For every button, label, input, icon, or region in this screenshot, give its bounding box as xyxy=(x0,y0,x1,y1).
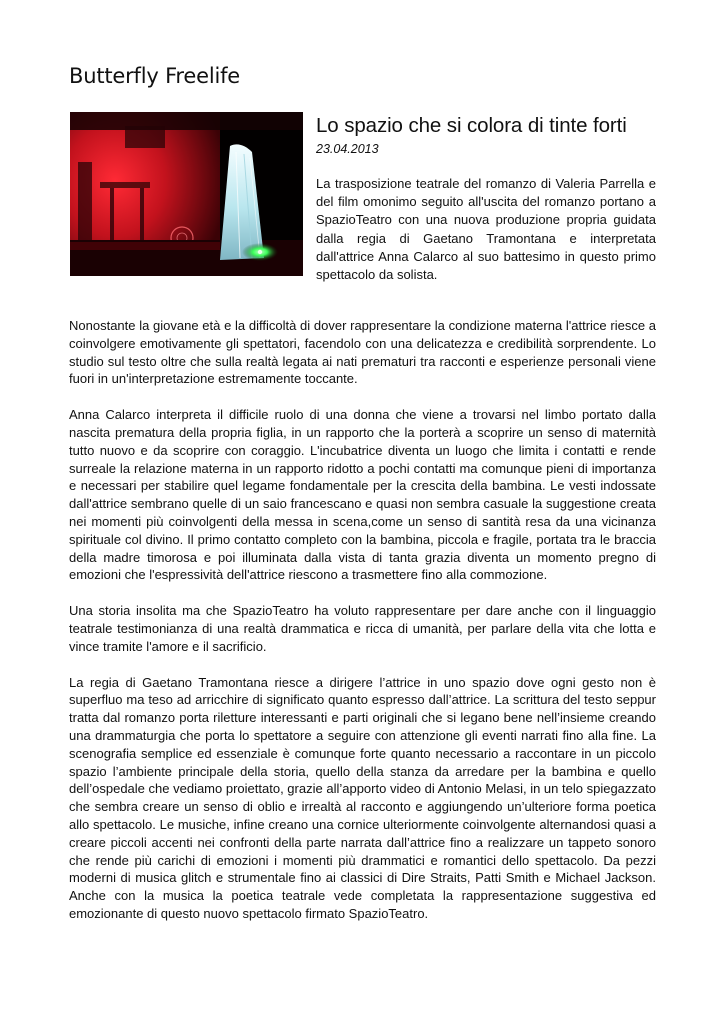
stage-photo xyxy=(70,112,303,276)
article-header xyxy=(316,114,661,284)
body-paragraph-2: Anna Calarco interpreta il difficile ruolo di una donna che viene a trovarsi nel limbo portato dalla nascita prematura della propria figlia, in un rapporto che la porterà a scoprire un senso di maternità tutto nuovo e da scoprire con coraggio. L'incubatrice diventa un luogo che limita i contatti e rende surreale la relazione materna in un rapporto ridotto a pochi contatti ma comunque pieni di importanza e necessari per stabilire quel legame fondamentale per la crescita della bambina. Le vesti indossate dall'attrice sembrano quelle di un saio francescano e quasi non sembra casuale la suggestione creata nei momenti più coinvolgenti della messa in scena,come un senso di santità resa da una vicinanza spirituale col divino. Il primo contatto completo con la bambina, piccola e fragile, portata tra le braccia della madre timorosa e poi illuminata dalla vista di tanta grazia diventa un momento pregno di emozioni che l'espressività dell'attrice riescono a trasmettere fino alla commozione. xyxy=(69,407,656,583)
article-lead: La trasposizione teatrale del romanzo di Valeria Parrella e del film omonimo seguito all'uscita del romanzo portano a SpazioTeatro con una nuova produzione propria guidata dalla regia di Gaetano Tramontana e interpretata dall'attrice Anna Calarco al suo battesimo in questo primo spettacolo da solista. xyxy=(316,176,656,283)
article-title: Lo spazio che si colora di tinte forti xyxy=(316,114,627,137)
article-date: 23.04.2013 xyxy=(316,142,379,156)
body-paragraph-4: La regia di Gaetano Tramontana riesce a dirigere l’attrice in uno spazio dove ogni gesto non è superfluo ma teso ad arricchire di significato quanto espresso dall’attrice. La scrittura del testo seppur tratta dal romanzo porta riletture interessanti e parti originali che si legano bene nell’insieme creando una drammaturgia che porta lo spettatore a seguire con attenzione gli eventi narrati fino alla fine. La scenografia semplice ed essenziale è comunque forte quanto necessario a raccontare in un piccolo spazio l’ambiente principale della storia, quello della stanza da arredare per la bambina e quello dell’ospedale che vediamo proiettato, grazie all’apporto video di Antonio Melasi, in un telo spiegazzato che sembra creare un senso di oblio e irrealtà al racconto e aggiungendo un’ulteriore forma poetica allo spettacolo. Le musiche, infine creano una cornice ulteriormente coinvolgente alternandosi quasi a creare piccoli accenti nei confronti della parte narrata dall’attrice fino a realizzare un tappeto sonoro che rende più carichi di emozioni i momenti più drammatici e romantici dello spettacolo. Da pezzi moderni di musica glitch e strumentale fino ai classici di Dire Straits, Patti Smith e Michael Jackson. Anche con la musica la poetica teatrale vede completata la rappresentazione suggestiva ed emozionante di questo nuovo spettacolo firmato SpazioTeatro. xyxy=(69,674,656,921)
article-body xyxy=(69,317,656,941)
blog-title: Butterfly Freelife xyxy=(69,64,241,88)
body-paragraph-3: Una storia insolita ma che SpazioTeatro ha voluto rappresentare per dare anche con il linguaggio teatrale testimonianza di una realtà drammatica e ricca di umanità, per parlare della vita che lotta e vince tramite l'amore e il sacrificio. xyxy=(69,603,656,654)
body-paragraph-1: Nonostante la giovane età e la difficoltà di dover rappresentare la condizione materna l'attrice riesce a coinvolgere emotivamente gli spettatori, facendolo con una delicatezza e credibilità sorprendente. Lo studio sul testo oltre che sulla realtà legata ai nati prematuri tra racconti e esperienze personali viene fuori in un'interpretazione estremamente toccante. xyxy=(69,318,656,387)
